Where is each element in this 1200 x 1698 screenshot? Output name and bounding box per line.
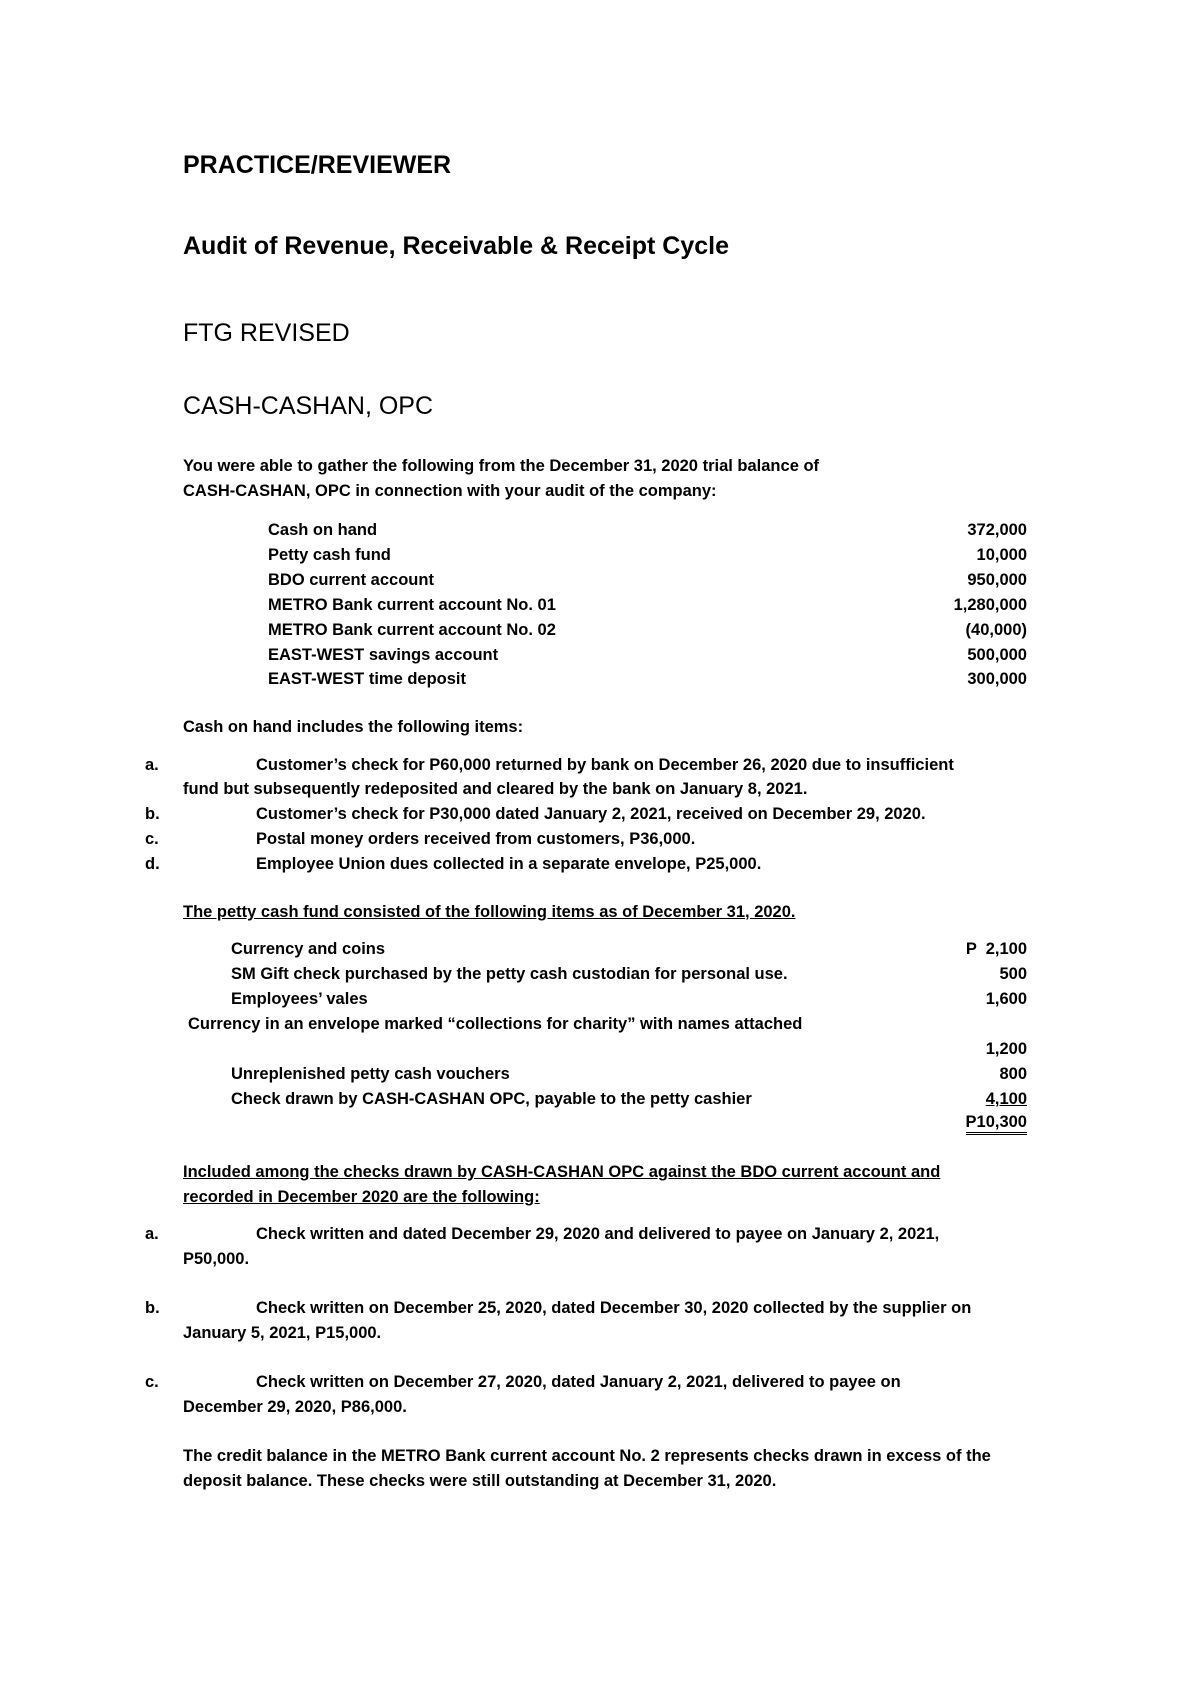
list-item-text: Postal money orders received from customers, P36,000. [256, 830, 696, 848]
trial-balance-amount: 950,000 [967, 571, 1027, 589]
petty-cash-amount: 1,200 [985, 1040, 1027, 1058]
trial-balance-label: METRO Bank current account No. 01 [268, 596, 556, 614]
company-name: CASH-CASHAN, OPC [183, 392, 434, 420]
list-item-text: January 5, 2021, P15,000. [183, 1324, 382, 1342]
cash-on-hand-heading: Cash on hand includes the following items: [183, 718, 524, 736]
intro-line-1: You were able to gather the following from the December 31, 2020 trial balance of [183, 457, 820, 475]
petty-cash-label: SM Gift check purchased by the petty cash custodian for personal use. [231, 965, 788, 983]
petty-cash-amount: 500 [999, 965, 1027, 983]
list-item-text: Customer’s check for P30,000 dated January 2, 2021, received on December 29, 2020. [256, 805, 926, 823]
trial-balance-label: EAST-WEST time deposit [268, 670, 467, 688]
list-item-text: Employee Union dues collected in a separate envelope, P25,000. [256, 855, 762, 873]
trial-balance-label: EAST-WEST savings account [268, 646, 499, 664]
list-item-letter: d. [145, 855, 160, 873]
intro-line-2: CASH-CASHAN, OPC in connection with your audit of the company: [183, 482, 717, 500]
list-item-text: December 29, 2020, P86,000. [183, 1398, 407, 1416]
trial-balance-label: METRO Bank current account No. 02 [268, 621, 556, 639]
petty-cash-heading: The petty cash fund consisted of the following items as of December 31, 2020. [183, 903, 796, 921]
trial-balance-amount: 10,000 [976, 546, 1027, 564]
petty-cash-amount: 800 [999, 1065, 1027, 1083]
list-item-letter: c. [145, 1373, 159, 1391]
petty-cash-label: Check drawn by CASH-CASHAN OPC, payable to the petty cashier [231, 1090, 752, 1108]
document-title: PRACTICE/REVIEWER [183, 151, 452, 179]
list-item-text: Customer’s check for P60,000 returned by bank on December 26, 2020 due to insufficient [256, 756, 954, 774]
list-item-text: P50,000. [183, 1250, 250, 1268]
petty-cash-label: Employees’ vales [231, 990, 368, 1008]
closing-line-1: The credit balance in the METRO Bank current account No. 2 represents checks drawn in excess of the [183, 1447, 991, 1465]
petty-cash-label: Currency and coins [231, 940, 386, 958]
petty-cash-label: Unreplenished petty cash vouchers [231, 1065, 510, 1083]
petty-cash-label: Currency in an envelope marked “collections for charity” with names attached [188, 1015, 803, 1033]
petty-cash-total: P10,300 [966, 1112, 1027, 1135]
petty-cash-amount: P 2,100 [965, 940, 1027, 958]
closing-line-2: deposit balance. These checks were still outstanding at December 31, 2020. [183, 1472, 777, 1490]
trial-balance-amount: (40,000) [965, 621, 1027, 639]
trial-balance-label: BDO current account [268, 571, 434, 589]
list-item-text: Check written on December 27, 2020, dated January 2, 2021, delivered to payee on [256, 1373, 901, 1391]
petty-cash-amount: 4,100 [985, 1090, 1027, 1108]
trial-balance-amount: 300,000 [967, 670, 1027, 688]
checks-heading-line-1: Included among the checks drawn by CASH-CASHAN OPC against the BDO current account and [183, 1163, 941, 1181]
list-item-letter: c. [145, 830, 159, 848]
list-item-text: Check written and dated December 29, 2020 and delivered to payee on January 2, 2021, [256, 1225, 940, 1243]
revision-label: FTG REVISED [183, 319, 350, 347]
trial-balance-amount: 372,000 [967, 521, 1027, 539]
list-item-letter: a. [145, 1225, 159, 1243]
trial-balance-label: Petty cash fund [268, 546, 391, 564]
document-subtitle: Audit of Revenue, Receivable & Receipt Cycle [183, 232, 730, 260]
petty-cash-amount: 1,600 [985, 990, 1027, 1008]
trial-balance-label: Cash on hand [268, 521, 378, 539]
list-item-letter: b. [145, 805, 160, 823]
list-item-letter: a. [145, 756, 159, 774]
trial-balance-amount: 1,280,000 [953, 596, 1027, 614]
checks-heading-line-2: recorded in December 2020 are the following: [183, 1188, 540, 1206]
list-item-text: fund but subsequently redeposited and cleared by the bank on January 8, 2021. [183, 780, 808, 798]
list-item-text: Check written on December 25, 2020, dated December 30, 2020 collected by the supplier on [256, 1299, 972, 1317]
trial-balance-amount: 500,000 [967, 646, 1027, 664]
list-item-letter: b. [145, 1299, 160, 1317]
